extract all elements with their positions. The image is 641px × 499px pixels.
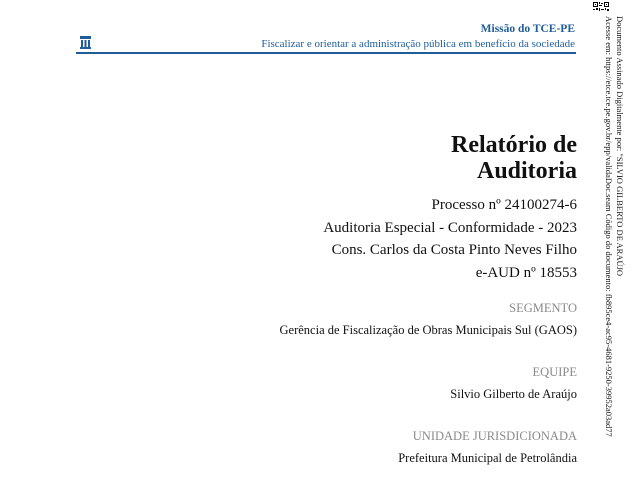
report-title <box>77 132 577 184</box>
counselor-name: Cons. Carlos da Costa Pinto Neves Filho <box>331 242 577 258</box>
header-divider <box>76 52 576 54</box>
qr-code-icon <box>593 0 609 11</box>
team-section <box>77 364 577 402</box>
report-title-line2: Auditoria <box>476 158 577 184</box>
unit-section <box>77 428 577 466</box>
segment-value: Gerência de Fiscalização de Obras Municipais Sul (GAOS) <box>279 323 577 337</box>
header-tagline: Fiscalizar e orientar a administração pública em benefício da sociedade <box>261 38 575 50</box>
report-metadata <box>77 194 577 284</box>
digital-signature-stamp <box>598 16 634 456</box>
tce-pe-logo-icon <box>80 36 91 49</box>
process-number: Processo nº 24100274-6 <box>431 197 577 213</box>
report-title-line1: Relatório de <box>451 132 577 158</box>
unit-value: Prefeitura Municipal de Petrolândia <box>398 451 577 465</box>
eaud-number: e-AUD nº 18553 <box>475 264 577 281</box>
audit-type: Auditoria Especial - Conformidade - 2023 <box>323 219 577 236</box>
unit-label: UNIDADE JURISDICIONADA <box>412 429 577 443</box>
validation-link-line: Acesse em: https://etce.tce.pe.gov.br/epp/validaDoc.seam Código do documento: fb895ce4-ac95-4681-9250-39952a03ad77 <box>604 16 614 437</box>
team-value: Silvio Gilberto de Araújo <box>450 387 577 401</box>
team-label: EQUIPE <box>532 365 577 379</box>
signature-line: Documento Assinado Digitalmente por: "SILVIO GILBERTO DE ARAÚJO <box>615 16 625 277</box>
header-mission: Missão do TCE-PE <box>480 23 575 35</box>
segment-label: SEGMENTO <box>509 301 577 315</box>
segment-section <box>77 300 577 338</box>
report-cover <box>77 132 577 466</box>
